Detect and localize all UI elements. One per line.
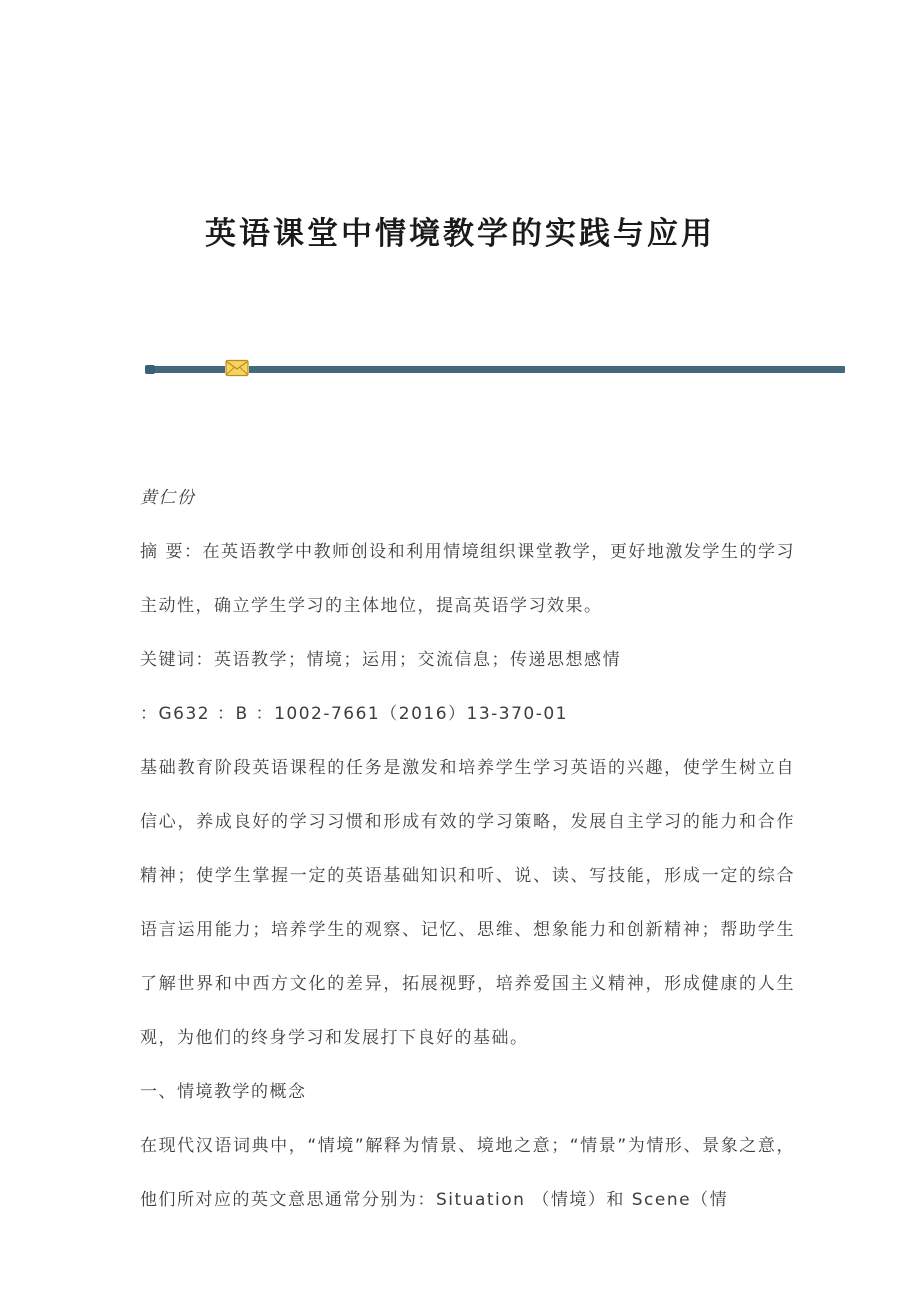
article-body: [140, 471, 795, 1227]
body-paragraph-2: 在现代汉语词典中，“情境”解释为情景、境地之意；“情景”为情形、景象之意，他们所对应的英文意思通常分别为：Situation （情境）和 Scene（情: [140, 1136, 795, 1210]
body-paragraph-1: 基础教育阶段英语课程的任务是激发和培养学生学习英语的兴趣，使学生树立自信心，养成良好的学习习惯和形成有效的学习策略，发展自主学习的能力和合作精神；使学生掌握一定的英语基础知识和听、说、读、写技能，形成一定的综合语言运用能力；培养学生的观察、记忆、思维、想象能力和创新精神；帮助学生了解世界和中西方文化的差异，拓展视野，培养爱国主义精神，形成健康的人生观，为他们的终身学习和发展打下良好的基础。: [140, 758, 795, 1048]
divider-bar-tip: [145, 365, 155, 374]
envelope-icon: [225, 359, 249, 377]
keywords-paragraph: 关键词：英语教学；情境；运用；交流信息；传递思想感情: [140, 650, 621, 670]
section-heading-1: 一、情境教学的概念: [140, 1082, 307, 1102]
author-name: 黄仁份: [140, 488, 196, 508]
title-divider: [145, 365, 845, 375]
document-title: 英语课堂中情境教学的实践与应用: [205, 216, 715, 252]
classification-line: ：G632 ：B ：1002-7661（2016）13-370-01: [140, 704, 568, 724]
abstract-paragraph: 摘 要：在英语教学中教师创设和利用情境组织课堂教学，更好地激发学生的学习主动性，确立学生学习的主体地位，提高英语学习效果。: [140, 542, 795, 616]
divider-bar: [145, 366, 845, 373]
